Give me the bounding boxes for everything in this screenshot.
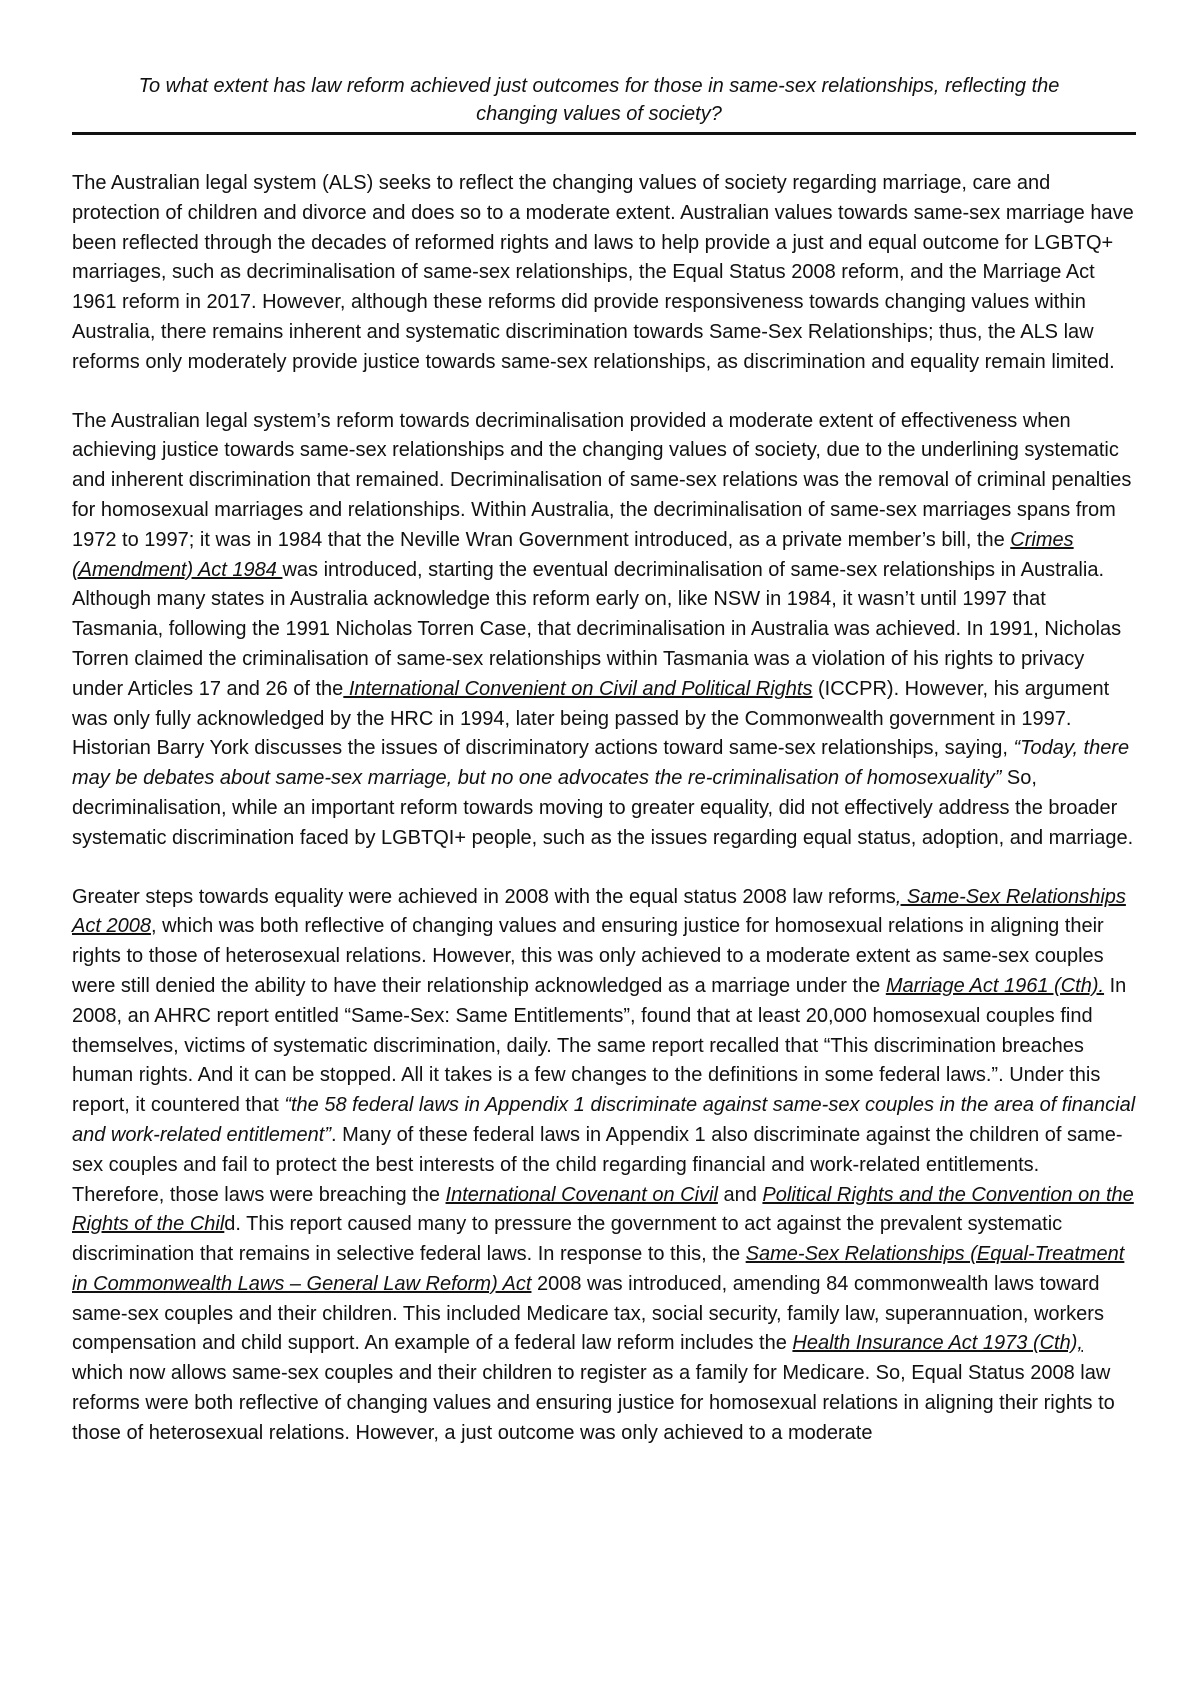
citation-same-sex-relationships-act: , Same-Sex Relationships Act 2008 — [72, 885, 1126, 938]
citation-health-insurance-act: Health Insurance Act 1973 (Cth), — [792, 1332, 1083, 1355]
citation-iccpr: International Convenient on Civil and Political Rights — [343, 677, 813, 700]
citation-marriage-act: Marriage Act 1961 (Cth). — [885, 974, 1105, 997]
p3-text-b: , which was both reflective of changing values and ensuring justice for homosexual relations in aligning their rights to those of heterosexual relations. However, this was only achieved to a moderate extent as same-sex couples were still denied the ability to have their relationship acknowledged as a marriage under the — [72, 915, 1104, 997]
paragraph-decriminalisation — [72, 407, 1136, 854]
p3-text-e: and — [717, 1183, 763, 1206]
p2-text-a: The Australian legal system’s reform towards decriminalisation provided a moderate extent of effectiveness when achieving justice towards same-sex relationships and the changing values of society, due to the underlining systematic and inherent discrimination that remained. Decriminalisation of same-sex relations was the removal of criminal penalties for homosexual marriages and relationships. Within Australia, the decriminalisation of same-sex marriages spans from 1972 to 1997; it was in 1984 that the Neville Wran Government introduced, as a private member’s bill, the — [72, 409, 1132, 551]
p2-text-d: So, decriminalisation, while an important reform towards moving to greater equality, did not effectively address the broader systematic discrimination faced by LGBTQI+ people, such as the issues regarding equal status, adoption, and marriage. — [72, 767, 1134, 849]
p2-text-b: was introduced, starting the eventual decriminalisation of same-sex relationships in Australia. Although many states in Australia acknowledge this reform early on, like NSW in 1984, it wasn’t until 1997 that Tasmania, following the 1991 Nicholas Torren Case, that decriminalisation in Australia was achieved. In 1991, Nicholas Torren claimed the criminalisation of same-sex relationships within Tasmania was a violation of his rights to privacy under Articles 17 and 26 of the — [72, 558, 1122, 700]
quote-barry-york: “Today, there may be debates about same-sex marriage, but no one advocates the re-criminalisation of homosexuality” — [72, 737, 1130, 790]
citation-iccpr-covenant: International Covenant on Civil — [445, 1183, 718, 1206]
p3-text-d: . Many of these federal laws in Appendix 1 also discriminate against the children of same-sex couples and fail to protect the best interests of the child regarding financial and work-related entitlements. Therefore, those laws were breaching the — [72, 1123, 1123, 1206]
p3-text-f: d. This report caused many to pressure the government to act against the prevalent systematic discrimination that remains in selective federal laws. In response to this, the — [72, 1213, 1063, 1266]
p3-text-g: 2008 was introduced, amending 84 commonwealth laws toward same-sex couples and their children. This included Medicare tax, social security, family law, superannuation, workers compensation and child support. An example of a federal law reform includes the — [72, 1272, 1104, 1355]
paragraph-equal-status — [72, 883, 1136, 1449]
citation-crimes-amendment-act: Crimes (Amendment) Act 1984 — [72, 528, 1074, 581]
p3-text-a: Greater steps towards equality were achieved in 2008 with the equal status 2008 law reforms — [72, 885, 896, 908]
quote-ahrc-report: “the 58 federal laws in Appendix 1 discriminate against same-sex couples in the area of financial and work-related entitlement” — [72, 1094, 1136, 1146]
p3-text-c: In 2008, an AHRC report entitled “Same-Sex: Same Entitlements”, found that at least 20,000 homosexual couples find themselves, victims of systematic discrimination, daily. The same report recalled that “This discrimination breaches human rights. And it can be stopped. All it takes is a few changes to the definitions in some federal laws.”. Under this report, it countered that — [72, 974, 1127, 1117]
paragraph-introduction — [72, 169, 1136, 378]
citation-convention-rights-child: Political Rights and the Convention on the Rights of the Chil — [72, 1183, 1134, 1236]
intro-text: The Australian legal system (ALS) seeks to reflect the changing values of society regarding marriage, care and protection of children and divorce and does so to a moderate extent. Australian values towards same-sex marriage have been reflected through the decades of reformed rights and laws to help provide a just and equal outcome for LGBTQ+ marriages, such as decriminalisation of same-sex relationships, the Equal Status 2008 reform, and the Marriage Act 1961 reform in 2017. However, although these reforms did provide responsiveness towards changing values within Australia, there remains inherent and systematic discrimination towards Same-Sex Relationships; thus, the ALS law reforms only moderately provide justice towards same-sex relationships, as discrimination and equality remain limited. — [72, 172, 1134, 373]
essay-question-heading: To what extent has law reform achieved just outcomes for those in same-sex relationships, reflecting the changing values of society? — [138, 75, 1060, 125]
p3-text-h: which now allows same-sex couples and their children to register as a family for Medicare. So, Equal Status 2008 law reforms were both reflective of changing values and ensuring justice for homosexual relations in aligning their rights to those of heterosexual relations. However, a just outcome was only achieved to a moderate — [72, 1362, 1115, 1444]
citation-general-law-reform-act: Same-Sex Relationships (Equal-Treatment in Commonwealth Laws – General Law Reform) Act — [72, 1243, 1125, 1295]
heading-divider — [72, 132, 1136, 135]
p2-text-c: (ICCPR). However, his argument was only fully acknowledged by the HRC in 1994, later being passed by the Commonwealth government in 1997. Historian Barry York discusses the issues of discriminatory actions toward same-sex relationships, saying, — [72, 677, 1110, 760]
